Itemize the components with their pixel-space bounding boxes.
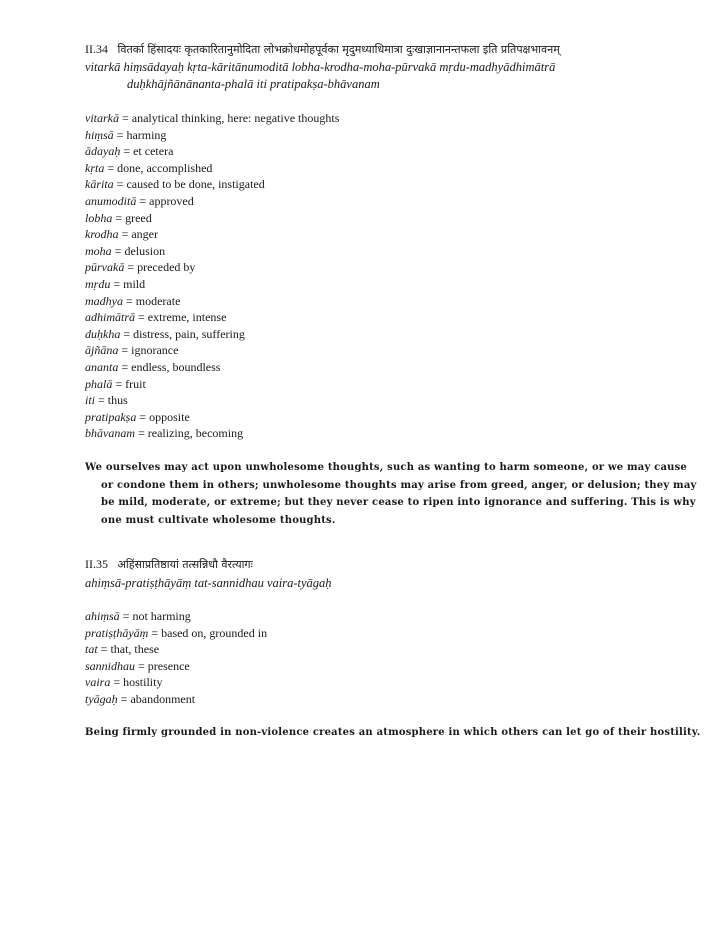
glossary-item bbox=[85, 409, 339, 426]
glossary-term: vitarkā bbox=[85, 111, 119, 125]
glossary-definition: = presence bbox=[135, 658, 190, 673]
glossary-definition: = not harming bbox=[119, 609, 191, 623]
sutra-devanagari: अहिंसाप्रतिष्ठायां तत्सन्निधौ वैरत्यागः bbox=[117, 558, 253, 571]
glossary-definition: = fruit bbox=[112, 376, 146, 391]
glossary-item bbox=[85, 160, 339, 177]
glossary-term: vaira bbox=[85, 675, 111, 690]
glossary-definition: = ignorance bbox=[118, 343, 179, 358]
glossary-definition: = caused to be done, instigated bbox=[113, 177, 265, 192]
glossary-term: hiṃsā bbox=[85, 127, 114, 142]
sutra-devanagari: वितर्का हिंसादयः कृतकारितानुमोदिता लोभक्रोधमोहपूर्वका मृदुमध्याधिमात्रा दुःखाज्ञानानन्तफला इति प्रतिपक्षभावनम् bbox=[117, 43, 560, 56]
glossary-term: ananta bbox=[85, 359, 119, 374]
glossary-definition: = opposite bbox=[136, 409, 190, 424]
glossary-definition: = approved bbox=[136, 193, 194, 208]
glossary-definition: = analytical thinking, here: negative thoughts bbox=[119, 111, 340, 125]
glossary-term: moha bbox=[85, 243, 112, 258]
glossary-definition: = moderate bbox=[123, 293, 181, 308]
glossary-list bbox=[85, 110, 339, 442]
glossary-item bbox=[85, 276, 339, 293]
glossary-term: iti bbox=[85, 393, 96, 408]
glossary-term: krodha bbox=[85, 227, 119, 242]
glossary-definition: = hostility bbox=[110, 675, 163, 690]
glossary-definition: = mild bbox=[110, 276, 146, 291]
glossary-term: phalā bbox=[85, 376, 113, 391]
glossary-item bbox=[85, 608, 267, 625]
glossary-list bbox=[85, 608, 267, 708]
glossary-term: kārita bbox=[85, 177, 114, 192]
glossary-definition: = endless, boundless bbox=[118, 359, 221, 374]
glossary-item bbox=[85, 392, 339, 409]
glossary-definition: = harming bbox=[113, 127, 167, 142]
glossary-term: kṛta bbox=[85, 160, 105, 175]
glossary-definition: = anger bbox=[118, 227, 158, 242]
glossary-item bbox=[85, 691, 267, 708]
glossary-term: tat bbox=[85, 642, 98, 657]
glossary-term: ādayaḥ bbox=[85, 144, 121, 159]
glossary-item bbox=[85, 309, 339, 326]
glossary-item bbox=[85, 641, 267, 658]
glossary-item bbox=[85, 143, 339, 160]
glossary-term: madhya bbox=[85, 293, 123, 308]
glossary-definition: = based on, grounded in bbox=[148, 625, 268, 640]
sutra-summary: Being firmly grounded in non-violence creates an atmosphere in which others can let go of their hostility. bbox=[85, 727, 701, 738]
glossary-item bbox=[85, 674, 267, 691]
glossary-definition: = delusion bbox=[111, 243, 166, 258]
glossary-term: duḥkha bbox=[85, 326, 121, 341]
glossary-item bbox=[85, 176, 339, 193]
glossary-item bbox=[85, 359, 339, 376]
glossary-item bbox=[85, 243, 339, 260]
glossary-item bbox=[85, 259, 339, 276]
glossary-definition: = extreme, intense bbox=[135, 310, 227, 325]
glossary-term: pūrvakā bbox=[85, 260, 125, 275]
glossary-definition: = preceded by bbox=[124, 260, 196, 275]
glossary-item bbox=[85, 193, 339, 210]
glossary-term: lobha bbox=[85, 210, 113, 225]
sutra-number: II.35 bbox=[85, 557, 108, 571]
glossary-item bbox=[85, 210, 339, 227]
glossary-term: anumoditā bbox=[85, 193, 137, 208]
glossary-term: sannidhau bbox=[85, 658, 136, 673]
glossary-term: ājñāna bbox=[85, 343, 119, 358]
glossary-definition: = thus bbox=[95, 393, 128, 408]
glossary-item bbox=[85, 342, 339, 359]
sutra-transliteration bbox=[85, 59, 555, 93]
glossary-item bbox=[85, 625, 267, 642]
glossary-definition: = that, these bbox=[97, 642, 160, 657]
sutra-transliteration bbox=[85, 575, 332, 592]
glossary-term: pratiṣṭhāyāṃ bbox=[85, 625, 149, 640]
glossary-item bbox=[85, 425, 339, 442]
glossary-item bbox=[85, 226, 339, 243]
glossary-item bbox=[85, 376, 339, 393]
glossary-term: bhāvanam bbox=[85, 426, 135, 441]
translit-line: vitarkā hiṃsādayaḥ kṛta-kāritānumoditā lobha-krodha-moha-pūrvakā mṛdu-madhyādhimātrā bbox=[85, 60, 556, 74]
glossary-definition: = greed bbox=[112, 210, 152, 225]
glossary-definition: = realizing, becoming bbox=[135, 426, 244, 441]
sutra-number: II.34 bbox=[85, 42, 108, 56]
glossary-definition: = distress, pain, suffering bbox=[120, 326, 245, 341]
glossary-term: pratipakṣa bbox=[85, 409, 137, 424]
glossary-item bbox=[85, 127, 339, 144]
sutra-summary: We ourselves may act upon unwholesome thoughts, such as wanting to harm someone, or we may cause or condone them in others; unwholesome thoughts may arise from greed, anger, or delusion; they may be mild, moderate, or extreme; but they never cease to ripen into ignorance and suffering. This is why one must cultivate wholesome thoughts. bbox=[85, 462, 697, 526]
glossary-term: mṛdu bbox=[85, 276, 111, 291]
glossary-item bbox=[85, 293, 339, 310]
translit-line: duḥkhājñānānanta-phalā iti pratipakṣa-bhāvanam bbox=[127, 77, 380, 91]
glossary-item bbox=[85, 326, 339, 343]
translit-line: ahiṃsā-pratiṣṭhāyāṃ tat-sannidhau vaira-tyāgaḥ bbox=[85, 576, 332, 590]
glossary-definition: = et cetera bbox=[120, 144, 174, 159]
glossary-term: ahiṃsā bbox=[85, 609, 120, 623]
glossary-term: tyāgaḥ bbox=[85, 691, 118, 706]
glossary-definition: = done, accomplished bbox=[104, 160, 213, 175]
sutra-heading bbox=[85, 556, 253, 573]
glossary-item bbox=[85, 658, 267, 675]
glossary-item bbox=[85, 110, 339, 127]
sutra-heading bbox=[85, 41, 560, 58]
glossary-definition: = abandonment bbox=[117, 691, 196, 706]
glossary-term: adhimātrā bbox=[85, 310, 136, 325]
